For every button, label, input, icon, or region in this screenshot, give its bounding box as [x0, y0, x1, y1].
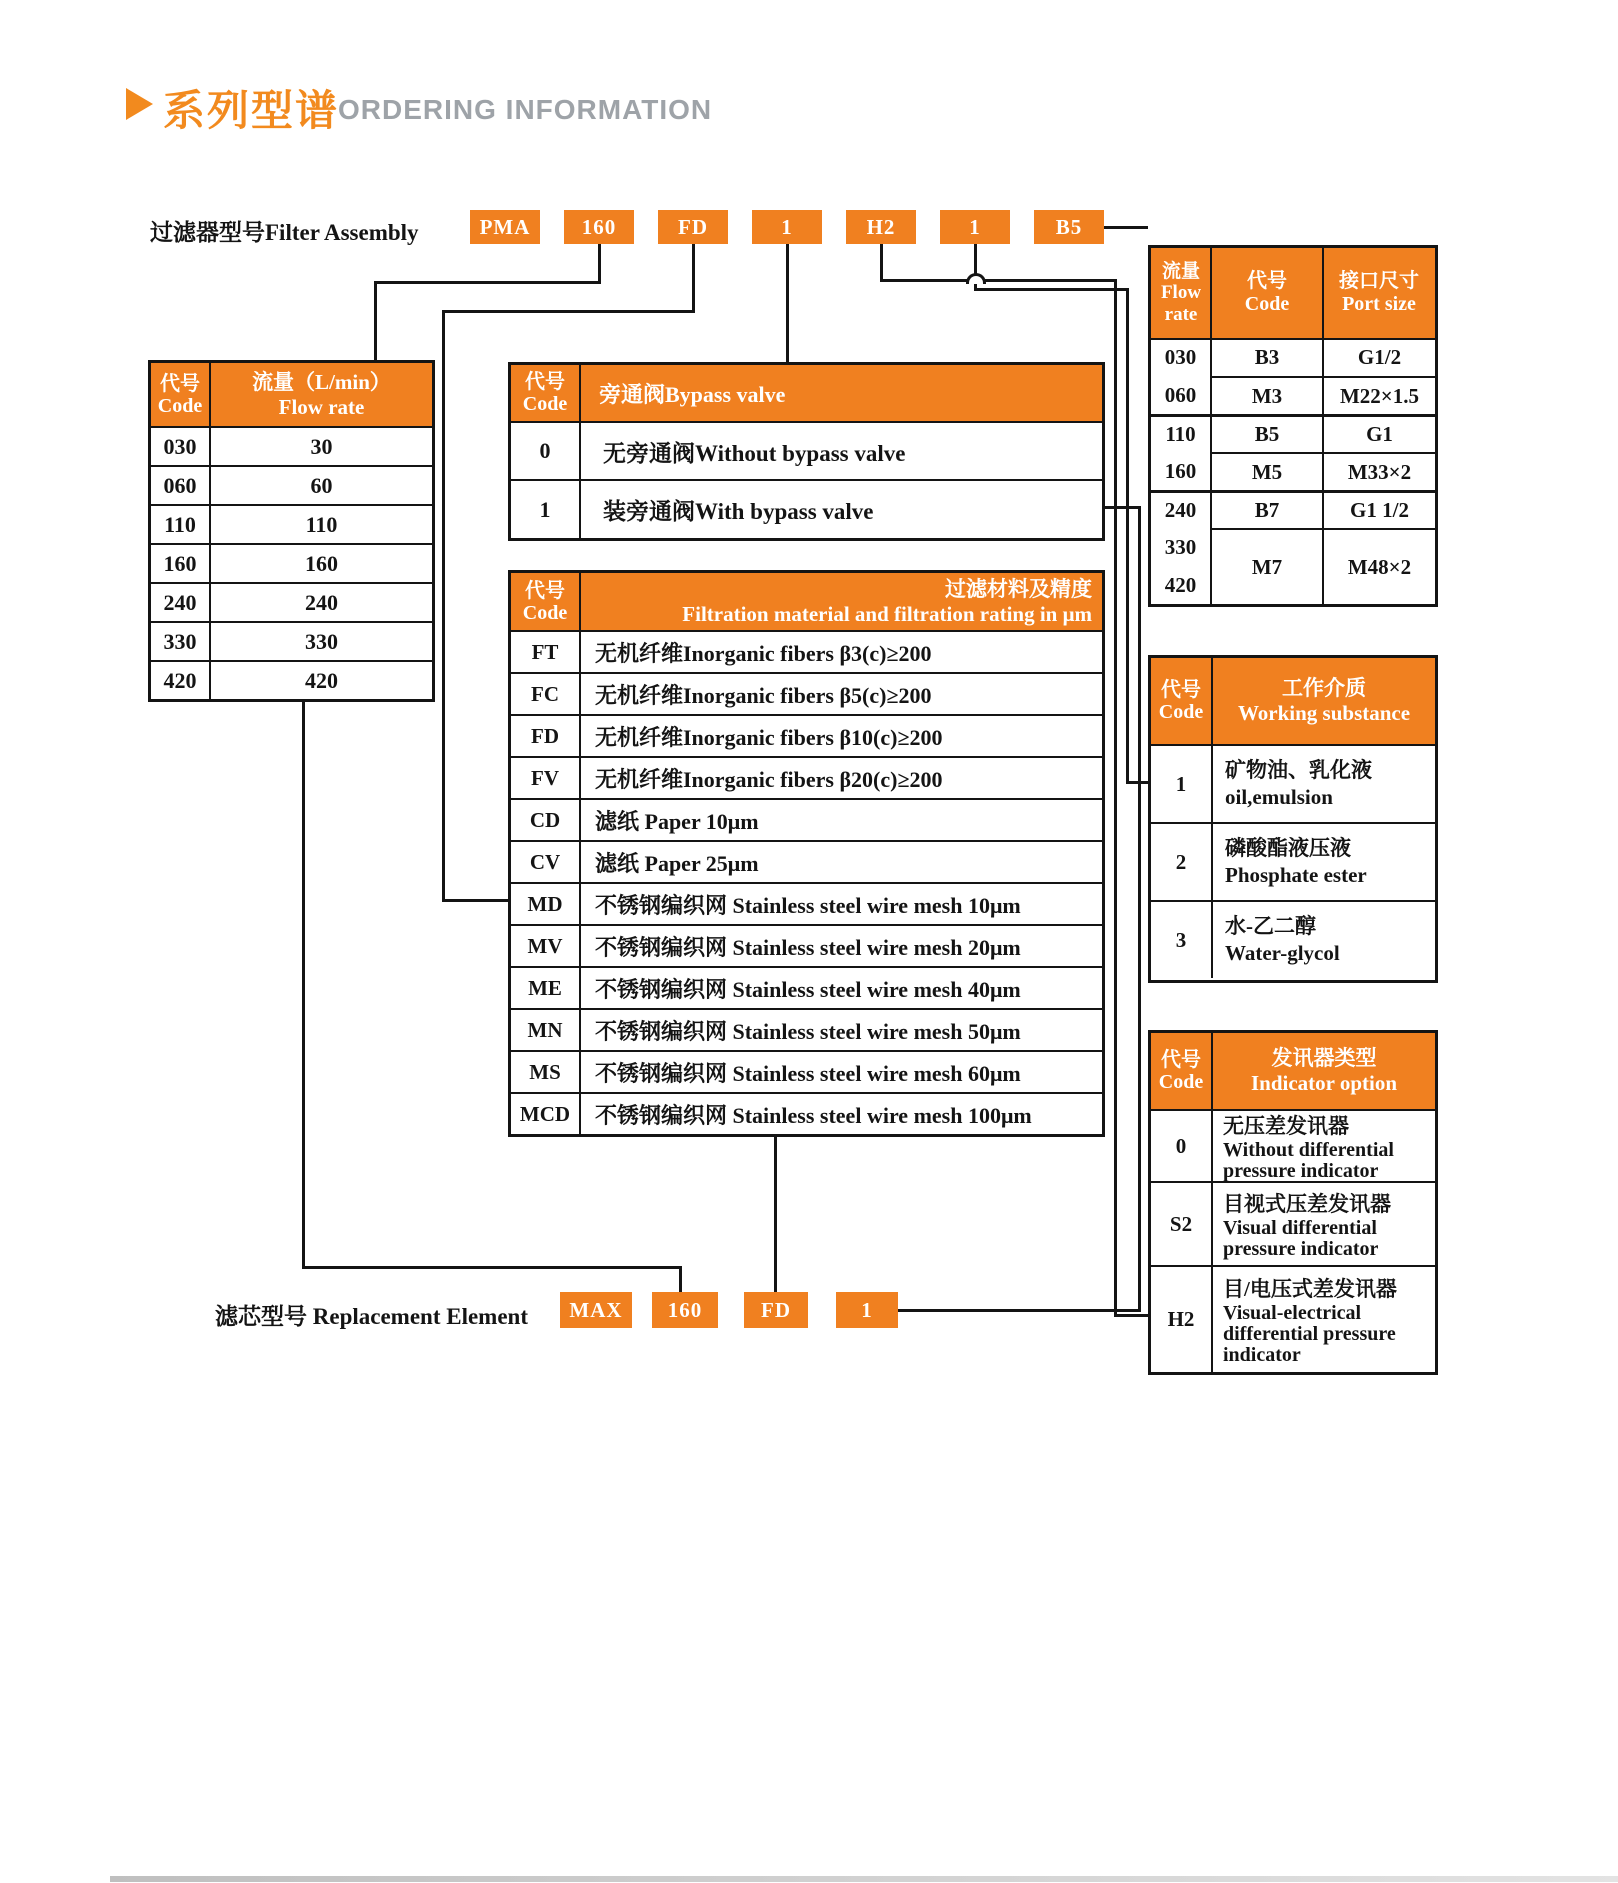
connector-substance-horizontal: [974, 288, 1129, 291]
filtration-header-code-cn: 代号: [525, 579, 565, 602]
filtration-table-row: MS 不锈钢编织网 Stainless steel wire mesh 60μm: [511, 1050, 1102, 1092]
flow-table-row: 240 240: [151, 582, 432, 621]
substance-header-title-en: Working substance: [1237, 701, 1411, 725]
filtration-table-row: ME 不锈钢编织网 Stainless steel wire mesh 40μm: [511, 966, 1102, 1008]
page-title-cn: 系列型谱: [163, 87, 340, 134]
substance-table-header: [1151, 658, 1435, 744]
flow-table-row: 030 30: [151, 426, 432, 465]
bypass-table-header: [511, 365, 1102, 421]
connector-h2-drop: [1114, 279, 1117, 1317]
flow-header-val-cn: 流量（L/min）: [252, 370, 391, 395]
connector-fd-horizontal: [442, 310, 695, 313]
bypass-table-row: 0 无旁通阀Without bypass valve: [511, 421, 1102, 479]
indicator-header-code-cn: 代号: [1161, 1048, 1201, 1071]
connector-160-stub: [598, 244, 601, 284]
bypass-header-code-cn: 代号: [525, 371, 565, 393]
filtration-table-row: MD 不锈钢编织网 Stainless steel wire mesh 10μm: [511, 882, 1102, 924]
filtration-table-row: FT 无机纤维Inorganic fibers β3(c)≥200: [511, 630, 1102, 672]
replacement-code-box: 1: [836, 1292, 898, 1328]
bypass-valve-table: [508, 362, 1105, 541]
port-code-cell: B3: [1254, 344, 1280, 369]
assembly-code-box: 160: [564, 210, 634, 244]
assembly-code-box: FD: [658, 210, 728, 244]
page-footer-rule: [110, 1876, 1618, 1882]
replacement-code-box: 160: [652, 1292, 718, 1328]
connector-bypass-stub: [786, 244, 789, 362]
bypass-header-title: 旁通阀Bypass valve: [599, 381, 786, 407]
flow-table-row: 110 110: [151, 504, 432, 543]
connector-160-drop: [374, 281, 377, 360]
bypass-table-row: 1 装旁通阀With bypass valve: [511, 479, 1102, 538]
port-flow-cell: 330: [1164, 534, 1197, 559]
flow-rate-table: [148, 360, 435, 702]
substance-table-row: 2 磷酸酯液压液 Phosphate ester: [1151, 822, 1435, 900]
substance-header-code-cn: 代号: [1161, 678, 1201, 701]
connector-fd-stub: [692, 244, 695, 313]
connector-b5-port-table: [1104, 226, 1148, 229]
connector-substance-drop: [1126, 288, 1129, 784]
port-size-cell: G1/2: [1357, 344, 1402, 369]
port-code-cell: M3: [1251, 383, 1283, 408]
bypass-header-code-en: Code: [522, 393, 568, 415]
port-code-cell: B5: [1254, 422, 1280, 446]
filtration-table-header: [511, 573, 1102, 630]
indicator-header-code-en: Code: [1158, 1071, 1204, 1093]
filtration-table-row: MV 不锈钢编织网 Stainless steel wire mesh 20μm: [511, 924, 1102, 966]
port-header-port-cn: 接口尺寸: [1339, 270, 1419, 292]
port-flow-cell: 110: [1165, 422, 1196, 446]
port-flow-cell: 160: [1164, 458, 1197, 483]
port-header-port-en: Port size: [1342, 293, 1416, 315]
filtration-table: [508, 570, 1105, 1137]
flow-table-row: 160 160: [151, 543, 432, 582]
connector-flowtable-horizontal: [302, 1266, 682, 1269]
port-header-flow-en1: Flow: [1160, 282, 1202, 304]
port-header-flow-en2: rate: [1164, 303, 1198, 325]
filtration-header-code-en: Code: [522, 601, 568, 624]
port-size-table: [1148, 245, 1438, 607]
port-header-code-cn: 代号: [1247, 270, 1287, 292]
port-header-code-en: Code: [1244, 293, 1290, 315]
port-flow-cell: 060: [1164, 382, 1197, 407]
filtration-table-row: FV 无机纤维Inorganic fibers β20(c)≥200: [511, 756, 1102, 798]
indicator-table-row: 0 无压差发讯器 Without differential pressure indicator: [1151, 1109, 1435, 1181]
connector-fd-drop: [442, 310, 445, 902]
working-substance-table: [1148, 655, 1438, 983]
connector-h2-into-table: [1114, 1314, 1148, 1317]
connector-160-horizontal: [374, 281, 601, 284]
substance-header-title-cn: 工作介质: [1282, 675, 1366, 700]
port-size-cell: M33×2: [1347, 459, 1412, 484]
port-flow-cell: 240: [1164, 498, 1197, 522]
filtration-header-title-cn: 过滤材料及精度: [945, 577, 1092, 602]
filtration-table-row: FD 无机纤维Inorganic fibers β10(c)≥200: [511, 714, 1102, 756]
filtration-table-row: CD 滤纸 Paper 10μm: [511, 798, 1102, 840]
flow-header-code-cn: 代号: [160, 372, 200, 395]
assembly-code-box: 1: [752, 210, 822, 244]
flow-header-val-en: Flow rate: [278, 394, 365, 419]
connector-h2-stub: [880, 244, 883, 281]
title-triangle-icon: [126, 88, 153, 120]
port-size-cell: M22×1.5: [1339, 383, 1420, 408]
replacement-element-label: 滤芯型号 Replacement Element: [215, 1304, 528, 1329]
indicator-table-row: H2 目/电压式差发讯器 Visual-electrical differential pressure indicator: [1151, 1265, 1435, 1372]
port-code-cell: B7: [1254, 498, 1280, 522]
assembly-code-box: H2: [846, 210, 916, 244]
filtration-table-row: MCD 不锈钢编织网 Stainless steel wire mesh 100μm: [511, 1092, 1102, 1134]
indicator-table-row: S2 目视式压差发讯器 Visual differential pressure indicator: [1151, 1181, 1435, 1265]
substance-header-code-en: Code: [1158, 701, 1204, 723]
indicator-table-header: [1151, 1033, 1435, 1109]
filtration-table-row: FC 无机纤维Inorganic fibers β5(c)≥200: [511, 672, 1102, 714]
assembly-code-box: 1: [940, 210, 1010, 244]
port-flow-cell: 420: [1164, 572, 1197, 597]
filtration-table-row: CV 滤纸 Paper 25μm: [511, 840, 1102, 882]
flow-table-row: 420 420: [151, 660, 432, 699]
substance-table-row: 1 矿物油、乳化液 oil,emulsion: [1151, 744, 1435, 822]
connector-element-1-riser: [1138, 506, 1141, 1312]
connector-flowtable-drop: [302, 700, 305, 1268]
filter-assembly-label: 过滤器型号Filter Assembly: [150, 220, 419, 245]
flow-table-row: 060 60: [151, 465, 432, 504]
indicator-header-title-cn: 发讯器类型: [1271, 1045, 1377, 1070]
replacement-code-box: FD: [744, 1292, 808, 1328]
flow-header-code-en: Code: [157, 394, 203, 417]
indicator-option-table: [1148, 1030, 1438, 1375]
indicator-header-title-en: Indicator option: [1250, 1071, 1398, 1095]
connector-fd-into-table: [442, 899, 508, 902]
connector-h2-horizontal: [880, 279, 1117, 282]
replacement-code-box: MAX: [560, 1292, 632, 1328]
connector-element-1-into-bypass: [1103, 506, 1141, 509]
port-code-cell: M5: [1251, 459, 1283, 484]
connector-element-160-stub: [679, 1266, 682, 1294]
assembly-code-box: B5: [1034, 210, 1104, 244]
filtration-table-row: MN 不锈钢编织网 Stainless steel wire mesh 50μm: [511, 1008, 1102, 1050]
port-size-cell: G1: [1366, 422, 1393, 446]
flow-table-header: [151, 363, 432, 426]
port-size-cell: G1 1/2: [1350, 498, 1409, 522]
filtration-header-title-en: Filtration material and filtration rating in μm: [682, 601, 1092, 626]
port-code-cell: M7: [1251, 554, 1283, 579]
connector-element-fd-stub: [774, 1134, 777, 1294]
substance-table-row: 3 水-乙二醇 Water-glycol: [1151, 900, 1435, 978]
assembly-code-box: PMA: [470, 210, 540, 244]
connector-element-1-horizontal: [898, 1309, 1141, 1312]
port-header-flow-cn: 流量: [1161, 261, 1200, 283]
port-flow-cell: 030: [1164, 344, 1197, 369]
page-title-en: ORDERING INFORMATION: [338, 94, 713, 125]
flow-table-row: 330 330: [151, 621, 432, 660]
line-hop-icon: [966, 273, 986, 284]
port-size-cell: M48×2: [1347, 554, 1412, 579]
connector-substance-into-table: [1126, 781, 1148, 784]
